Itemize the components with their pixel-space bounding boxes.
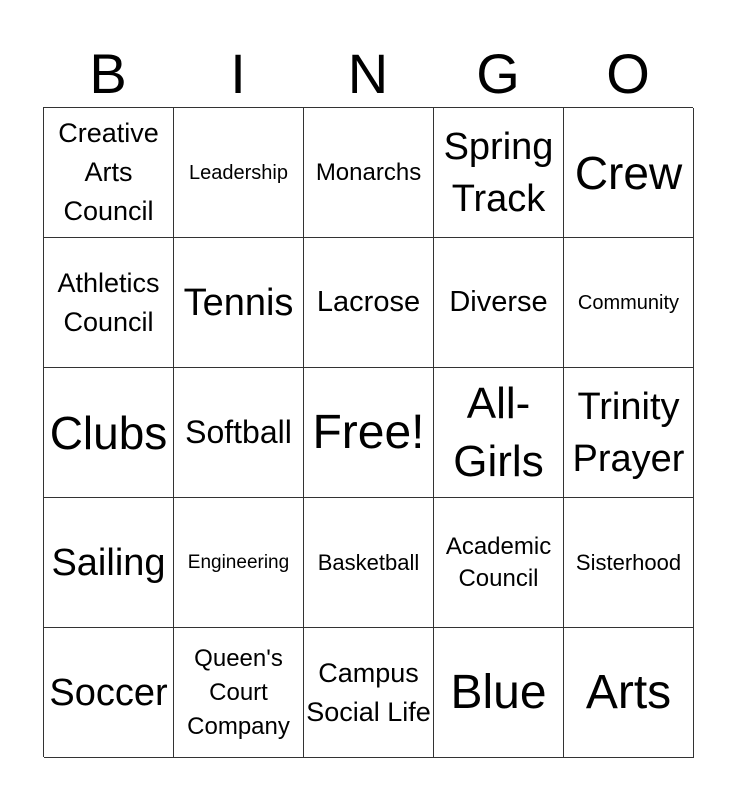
cell-text: Blue (450, 665, 547, 719)
cell-text: Basketball (317, 549, 420, 575)
bingo-cell[interactable] (434, 498, 564, 628)
cell-text: Engineering (187, 551, 290, 573)
bingo-cell[interactable] (44, 498, 174, 628)
cell-text: Crew (574, 146, 683, 199)
cell-text: Clubs (49, 406, 168, 459)
cell-text: Creative Arts Council (58, 118, 159, 226)
bingo-cell[interactable] (174, 238, 304, 368)
bingo-cell[interactable] (434, 368, 564, 498)
bingo-cell[interactable] (174, 368, 304, 498)
header-letter-g: G (476, 42, 520, 105)
cell-text: Academic Council (445, 532, 552, 592)
bingo-cell[interactable] (174, 498, 304, 628)
bingo-cell[interactable] (564, 628, 694, 758)
bingo-cell[interactable] (434, 238, 564, 368)
bingo-cell[interactable] (564, 108, 694, 238)
cell-text: Campus Social Life (306, 657, 431, 727)
bingo-cell[interactable] (304, 368, 434, 498)
bingo-cell[interactable] (434, 628, 564, 758)
bingo-cell[interactable] (304, 498, 434, 628)
cell-text: Sailing (51, 541, 166, 584)
cell-text: Trinity Prayer (572, 385, 685, 480)
cell-text: Softball (185, 414, 292, 450)
bingo-cell[interactable] (564, 238, 694, 368)
cell-text: Arts (585, 665, 672, 719)
cell-text: Lacrose (316, 286, 421, 318)
cell-text: Spring Track (443, 125, 554, 220)
bingo-cell[interactable] (44, 368, 174, 498)
header-letter-n: N (347, 42, 389, 105)
bingo-cell[interactable] (434, 108, 564, 238)
bingo-cell[interactable] (304, 108, 434, 238)
bingo-cell[interactable] (564, 368, 694, 498)
bingo-cell[interactable] (304, 238, 434, 368)
bingo-cell[interactable] (174, 628, 304, 758)
bingo-grid (43, 107, 693, 757)
cell-text: Athletics Council (57, 267, 160, 337)
cell-text: Tennis (183, 281, 294, 324)
header-letter-b: B (89, 42, 127, 105)
header-letter-i: I (230, 42, 246, 105)
cell-text: Soccer (49, 671, 168, 714)
bingo-cell[interactable] (174, 108, 304, 238)
cell-text: Sisterhood (575, 549, 682, 575)
cell-text: Free! (312, 405, 425, 459)
bingo-cell[interactable] (564, 498, 694, 628)
cell-text: Leadership (189, 161, 288, 184)
bingo-cell[interactable] (44, 108, 174, 238)
bingo-header (43, 40, 693, 108)
bingo-cell[interactable] (304, 628, 434, 758)
cell-text: Queen's Court Company (187, 644, 290, 740)
cell-text: Community (577, 291, 680, 314)
cell-text: Monarchs (315, 158, 422, 186)
bingo-cell[interactable] (44, 628, 174, 758)
header-letter-o: O (606, 42, 650, 105)
cell-text: All-Girls (453, 378, 544, 486)
cell-text: Diverse (449, 286, 548, 318)
bingo-cell[interactable] (44, 238, 174, 368)
